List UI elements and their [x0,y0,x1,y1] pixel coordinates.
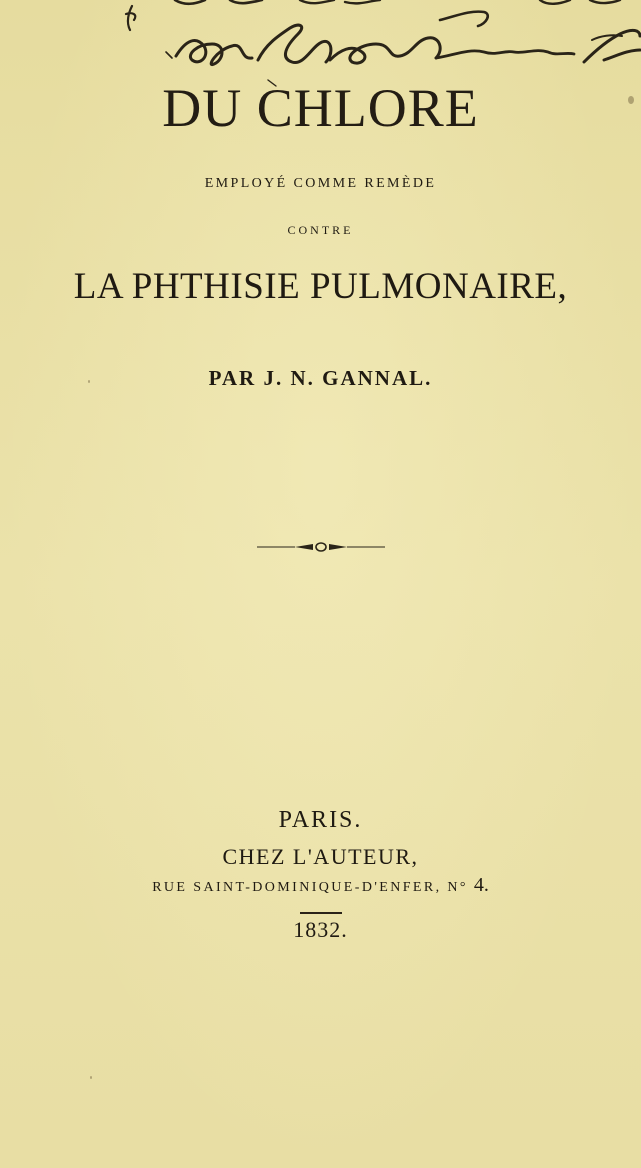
ornament-divider [255,539,387,555]
address-number: 4. [473,874,489,896]
publisher-address [0,875,641,898]
book-title: DU CHLORE [162,78,479,138]
year-rule [300,912,342,914]
book-subtitle: EMPLOYÉ COMME REMÈDE [204,176,437,191]
address-text: RUE SAINT-DOMINIQUE-D'ENFER, N° [152,880,474,895]
ink-speck [90,1076,92,1079]
author-line: PAR J. N. GANNAL. [208,366,433,390]
disease-title: LA PHTHISIE PULMONAIRE, [73,266,568,307]
subtitle-connector: CONTRE [287,223,354,237]
publication-place: PARIS. [278,807,363,833]
publisher-line: CHEZ L'AUTEUR, [222,844,419,869]
publication-year: 1832. [293,917,348,942]
